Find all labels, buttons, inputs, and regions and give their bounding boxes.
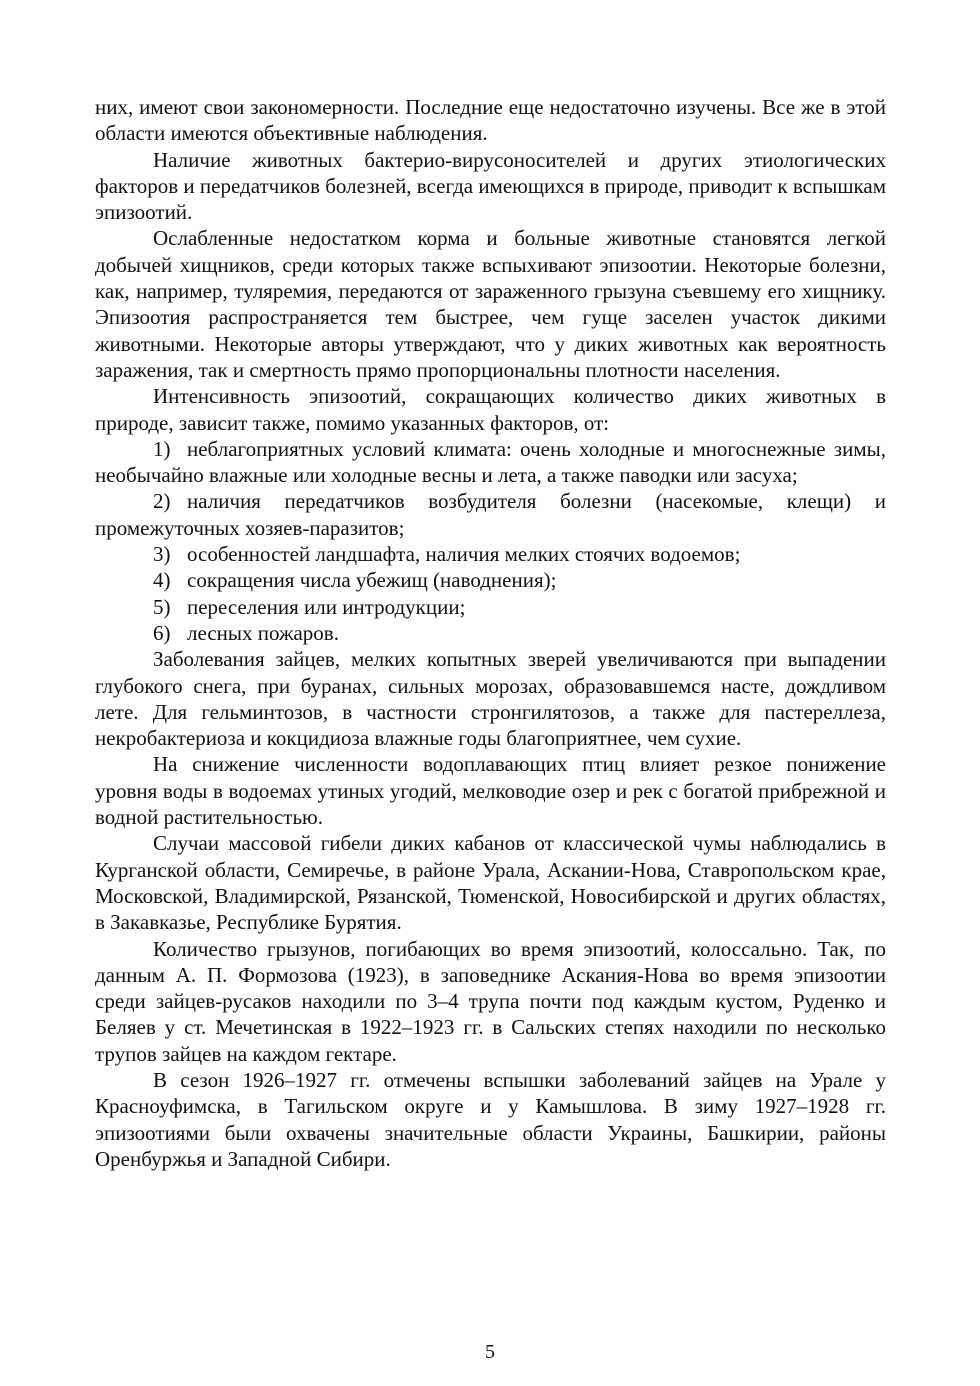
list-item-number: 1)	[153, 436, 171, 461]
list-item-number: 3)	[153, 542, 171, 567]
paragraph-season: В сезон 1926–1927 гг. отмечены вспышки заболеваний зайцев на Урале у Красноуфимска, в Тагильском округе и у Камышлова. В зиму 1927–1928 гг. эпизоотиями были охвачены значительные области Украины, Башкирии, районы Оренбуржья и Западной Сибири.	[95, 1067, 886, 1171]
paragraph-rodents: Количество грызунов, погибающих во время эпизоотий, колоссально. Так, по данным А. П. Формозова (1923), в заповеднике Аскания-Нова во время эпизоотии среди зайцев-русаков находили по 3–4 трупа почти под каждым кустом, Руденко и Беляев у ст. Мечетинская в 1922–1923 гг. в Сальских степях находили по несколько трупов зайцев на каждом гектаре.	[95, 936, 886, 1066]
list-item	[95, 541, 886, 567]
list-item	[95, 488, 886, 541]
page-body	[95, 94, 886, 1172]
list-item	[95, 620, 886, 646]
paragraph-carriers: Наличие животных бактерио-вирусоносителей и других этиологических факторов и передатчиков болезней, всегда имеющихся в природе, приводит к вспышкам эпизоотий.	[95, 147, 887, 225]
paragraph-hares-diseases: Заболевания зайцев, мелких копытных зверей увеличиваются при выпадении глубокого снега, при буранах, сильных морозах, образовавшемся насте, дождливом лете. Для гельминтозов, в частности стронгилятозов, а также для пастереллеза, некробактериоза и кокцидиоза влажные годы благоприятнее, чем сухие.	[95, 647, 886, 751]
list-item	[95, 567, 886, 593]
paragraph-continuation: них, имеют свои закономерности. Последние еще недостаточно изучены. Все же в этой области имеются объективные наблюдения.	[95, 95, 886, 146]
list-item-number: 6)	[153, 620, 171, 645]
list-item-text: особенностей ландшафта, наличия мелких стоячих водоемов;	[187, 542, 741, 567]
paragraph-waterfowl: На снижение численности водоплавающих птиц влияет резкое понижение уровня воды в водоемах утиных угодий, мелководие озер и рек с богатой прибрежной и водной растительностью.	[95, 752, 886, 830]
paragraph-predators: Ослабленные недостатком корма и больные животные становятся легкой добычей хищников, среди которых также вспыхивают эпизоотии. Некоторые болезни, как, например, туляремия, передаются от зараженного грызуна съевшему его хищнику. Эпизоотия распространяется тем быстрее, чем гуще заселен участок дикими животными. Некоторые авторы утверждают, что у диких животных как вероятность заражения, так и смертность прямо пропорциональны плотности населения.	[95, 226, 886, 382]
list-item	[95, 594, 886, 620]
list-item-text: лесных пожаров.	[187, 620, 339, 645]
list-item-text: неблагоприятных условий климата: очень холодные и многоснежные зимы, необычайно влажные или холодные весны и лета, а также паводки или засуха;	[95, 436, 886, 488]
page-number: 5	[485, 1341, 495, 1363]
list-item	[95, 436, 886, 489]
list-item-number: 4)	[153, 568, 171, 593]
paragraph-boars: Случаи массовой гибели диких кабанов от классической чумы наблюдались в Курганской области, Семиречье, в районе Урала, Аскании-Нова, Ставропольском крае, Московской, Владимирской, Рязанской, Тюменской, Новосибирской и других областях, в Закавказье, Республике Бурятия.	[95, 831, 886, 935]
list-item-text: наличия передатчиков возбудителя болезни (насекомые, клещи) и промежуточных хозяев-паразитов;	[95, 489, 886, 540]
list-item-number: 2)	[153, 489, 171, 514]
list-item-number: 5)	[153, 594, 171, 619]
paragraph-intensity: Интенсивность эпизоотий, сокращающих количество диких животных в природе, зависит также, помимо указанных факторов, от:	[95, 384, 886, 435]
list-item-text: переселения или интродукции;	[187, 594, 466, 619]
list-item-text: сокращения числа убежищ (наводнения);	[187, 568, 557, 593]
